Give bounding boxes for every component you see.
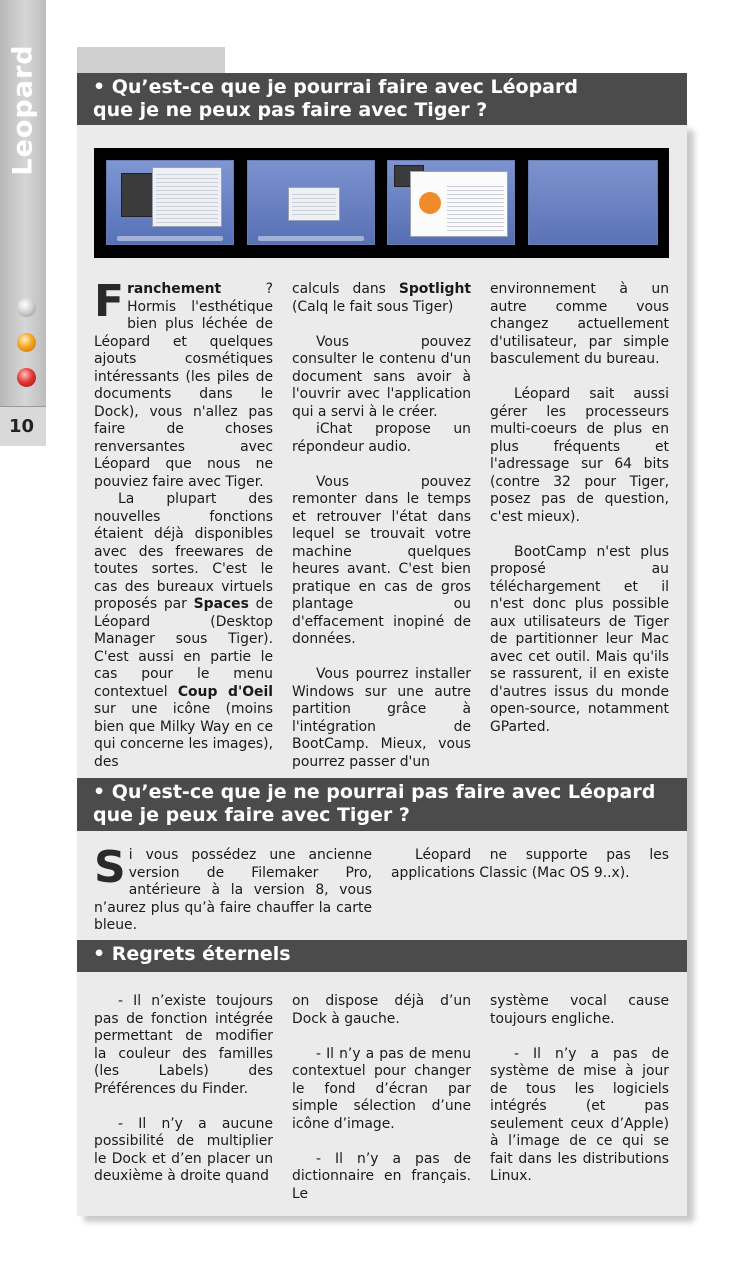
section1-column-3 [490,281,669,736]
screenshot-thumbnail-4 [528,160,658,245]
section-heading-regrets [77,940,687,972]
grey-dot-icon [17,298,36,317]
red-dot-icon [17,368,36,387]
paragraph [94,276,273,491]
paragraph: système vocal cause toujours engliche. [490,993,669,1027]
window-shape [152,167,222,227]
text-span: ? Hormis l'esthétique bien plus léchée de Léopard et quelques ajouts cosmétiques intéressants (les piles de documents dans le Dock), vous n'allez pas faire de choses renversantes avec Léopard que nous ne pouviez faire avec Tiger. [94,281,273,490]
bold-text: Spaces [193,596,249,612]
heading-line-1: • Regrets éternels [93,943,291,965]
paragraph: iChat propose un répondeur audio. [292,421,471,455]
bold-text: Coup d'Oeil [177,683,273,700]
text-span: La plupart des nouvelles fonctions étaient déjà disponibles avec des freewares de toutes sortes. C'est le cas des bureaux virtuels proposés par [94,491,273,612]
section-heading-cannot-do [77,778,687,831]
paragraph: Vous pouvez consulter le contenu d'un document sans avoir à l'ouvrir avec l'application qui a servi à le créer. [292,333,471,420]
page-number-text: 10 [9,416,35,437]
heading-line-2: que je ne peux pas faire avec Tiger ? [93,99,488,121]
section3-column-3 [490,993,669,1186]
screenshot-thumbnail-2 [247,160,375,245]
heading-line-2: que je peux faire avec Tiger ? [93,804,410,826]
text-span: de Léopard (Desktop Manager sous Tiger). C'est aussi en partie le cas pour le menu contextuel [94,596,273,700]
dock-shape [258,236,364,241]
window-shape [288,187,340,221]
section3-column-1 [94,993,273,1186]
paragraph [292,281,471,316]
top-decor-tab [77,47,225,73]
dock-shape [117,236,223,241]
dropcap: S [94,842,126,893]
paragraph: Vous pouvez remonter dans le temps et retrouver l'état dans lequel se trouvait votre machine quelques heures avant. C'est bien pratique en cas de gros plantage ou d'effacement inopiné de données. [292,473,471,647]
paragraph: BootCamp n'est plus proposé au téléchargement et il n'est donc plus possible aux utilisateurs de Tiger de partitionner leur Mac avec cet outil. Mais qu'ils se rassurent, il en existe d'autres issus du monde open-source, notamment GParted. [490,543,669,735]
paragraph [94,491,273,771]
section1-column-2 [292,281,471,771]
paragraph [94,842,372,935]
text-span: i vous possédez une ancienne version de Filemaker Pro, antérieure à la version 8, vous n’aurez plus qu’à faire chauffer la carte bleue. [94,847,372,933]
section2-column-2 [391,847,669,882]
bold-text: ranchement [127,281,222,297]
paragraph: - Il n’y a pas de système de mise à jour de tous les logiciels intégrés (et pas seulement ceux d’Apple) à l’image de ce qui se fait dans les distributions Linux. [490,1045,669,1184]
screenshot-thumbnail-1 [106,160,234,245]
bold-text: Spotlight [398,281,471,297]
window-shape [410,171,508,237]
screenshot-strip [94,148,669,258]
text-span: (Calq le fait sous Tiger) [292,298,454,315]
paragraph: - Il n’y a aucune possibilité de multiplier le Dock et d’en placer un deuxième à droite quand [94,1115,273,1184]
paragraph: Léopard ne supporte pas les applications Classic (Mac OS 9..x). [391,847,669,881]
side-tab-title-text: Leopard [7,44,39,176]
section-heading-can-do [77,73,687,125]
section2-column-1 [94,842,372,935]
section1-column-1 [94,276,273,771]
heading-line-1: • Qu’est-ce que je pourrai faire avec Léopard [93,76,578,98]
heading-line-1: • Qu’est-ce que je ne pourrai pas faire avec Léopard [93,781,656,803]
paragraph: environnement à un autre comme vous changez actuellement d'utilisateur, par simple basculement du bureau. [490,281,669,367]
paragraph: - Il n’y a pas de dictionnaire en français. Le [292,1150,471,1202]
paragraph: Vous pourrez installer Windows sur une autre partition grâce à l'intégration de BootCamp. Mieux, vous pourrez passer d'un [292,666,471,770]
orange-dot-icon [17,333,36,352]
dropcap: F [94,276,125,327]
paragraph: - Il n’existe toujours pas de fonction intégrée permettant de modifier la couleur des familles (les Labels) des Préférences du Finder. [94,993,273,1097]
screenshot-thumbnail-3 [387,160,515,245]
side-tab [0,0,46,446]
side-tab-title [0,0,46,180]
paragraph: - Il n’y a pas de menu contextuel pour changer le fond d’écran par simple sélection d’une icône d’image. [292,1045,471,1132]
page-number [0,406,46,446]
section3-column-2 [292,993,471,1203]
paragraph: Léopard sait aussi gérer les processeurs multi-coeurs de plus en plus fréquents et l'adressage sur 64 bits (contre 32 pour Tiger, posez pas de question, c'est mieux). [490,386,669,525]
text-span: sur une icône (moins bien que Milky Way en ce qui concerne les images), des [94,701,273,770]
paragraph: on dispose déjà d’un Dock à gauche. [292,993,471,1027]
text-span: calculs dans [292,281,399,297]
